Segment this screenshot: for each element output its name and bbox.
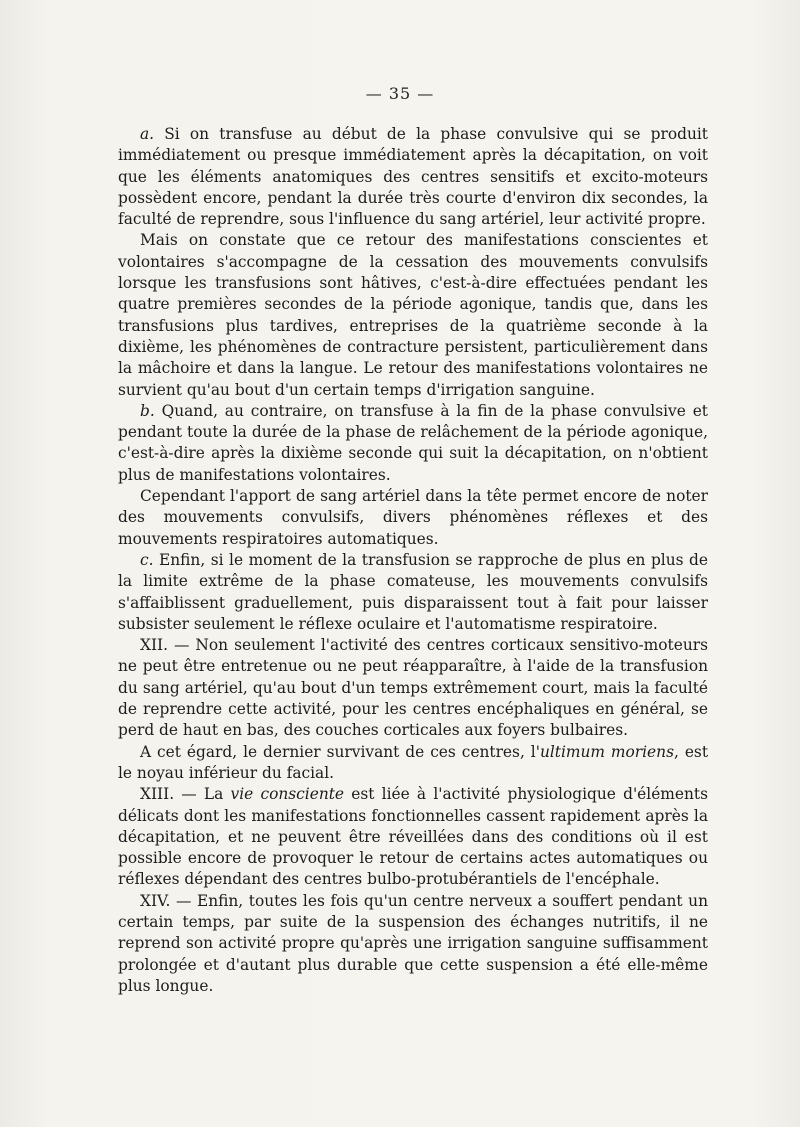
paragraph-lead: a. <box>140 125 155 143</box>
paragraph-text: Enfin, si le moment de la transfusion se rapproche de plus en plus de la limite extrême de la phase comateuse, les mouvements convulsifs s'affaiblissent graduellement, puis disparaissent tout à fait pour laisser subsister seulement le réflexe oculaire et l'automatisme respiratoire. <box>118 550 708 633</box>
paragraph-xii-continued <box>118 742 708 785</box>
paragraph-text: , est le noyau inférieur du facial. <box>118 742 709 782</box>
paragraph-text: — La <box>174 785 231 804</box>
paragraph-text: Cependant l'apport de sang artériel dans la tête permet encore de noter des mouvements convulsifs, divers phénomènes réflexes et des mouvements respiratoires automatiques. <box>118 487 708 548</box>
paragraph-xiii <box>118 784 708 890</box>
body-text <box>118 124 708 997</box>
page-number: — 35 — <box>365 84 435 103</box>
paragraph-xiv <box>118 891 708 997</box>
paragraph-a <box>118 124 708 230</box>
paragraph-xii <box>118 635 708 741</box>
paragraph-c <box>118 550 708 635</box>
paragraph-lead: XIV. <box>140 891 171 910</box>
paragraph-b-continued <box>118 486 708 550</box>
paragraph-italic-term: vie consciente <box>230 785 345 804</box>
paragraph-text: Si on transfuse au début de la phase convulsive qui se produit immédiatement ou presque immédiatement après la décapitation, on voit que les éléments anatomiques des centres sensitifs et excito-moteurs possèdent encore, pendant la durée très courte d'environ dix secondes, la faculté de reprendre, sous l'influence du sang artériel, leur activité propre. <box>118 125 708 229</box>
paragraph-text: Mais on constate que ce retour des manifestations conscientes et volontaires s'accompagne de la cessation des mouvements convulsifs lorsque les transfusions sont hâtives, c'est-à-dire effectuées pendant les quatre premières secondes de la période agonique, tandis que, dans les transfusions plus tardives, entreprises de la quatrième seconde à la dixième, les phénomènes de contracture persistent, particulièrement dans la mâchoire et dans la langue. Le retour des manifestations volontaires ne survient qu'au bout d'un certain temps d'irrigation sanguine. <box>118 231 708 399</box>
paragraph-lead: c. <box>140 550 154 569</box>
paragraph-text: est liée à l'activité physiologique d'éléments délicats dont les manifestations fonctionnelles cassent rapidement après la décapitation, et ne peuvent être réveillées dans des conditions où il est possible encore de provoquer le retour de certains actes automatiques ou réflexes dépendant des centres bulbo-protubérantiels de l'encéphale. <box>118 785 709 889</box>
paragraph-b <box>118 401 708 486</box>
paragraph-text: A cet égard, le dernier survivant de ces centres, l' <box>140 742 540 761</box>
paragraph-lead: XII. <box>140 636 169 655</box>
paragraph-text: Quand, au contraire, on transfuse à la fin de la phase convulsive et pendant toute la durée de la phase de relâchement de la période agonique, c'est-à-dire après la dixième seconde qui suit la décapitation, on n'obtient plus de manifestations volontaires. <box>118 401 708 484</box>
paragraph-italic-term: ultimum moriens <box>539 742 674 761</box>
paragraph-text: — Enfin, toutes les fois qu'un centre nerveux a souffert pendant un certain temps, par suite de la suspension des échanges nutritifs, il ne reprend son activité propre qu'après une irrigation sanguine suffisamment prolongée et d'autant plus durable que cette suspension a été elle-même plus longue. <box>118 891 708 995</box>
paragraph-lead: b. <box>140 401 155 420</box>
paragraph-a-continued <box>118 230 708 400</box>
paragraph-text: — Non seulement l'activité des centres corticaux sensitivo-moteurs ne peut être entretenue ou ne peut réapparaître, à l'aide de la transfusion du sang artériel, qu'au bout d'un temps extrêmement court, mais la faculté de reprendre cette activité, pour les centres encéphaliques en général, se perd de haut en bas, des couches corticales aux foyers bulbaires. <box>118 636 708 740</box>
paragraph-lead: XIII. <box>140 785 175 804</box>
